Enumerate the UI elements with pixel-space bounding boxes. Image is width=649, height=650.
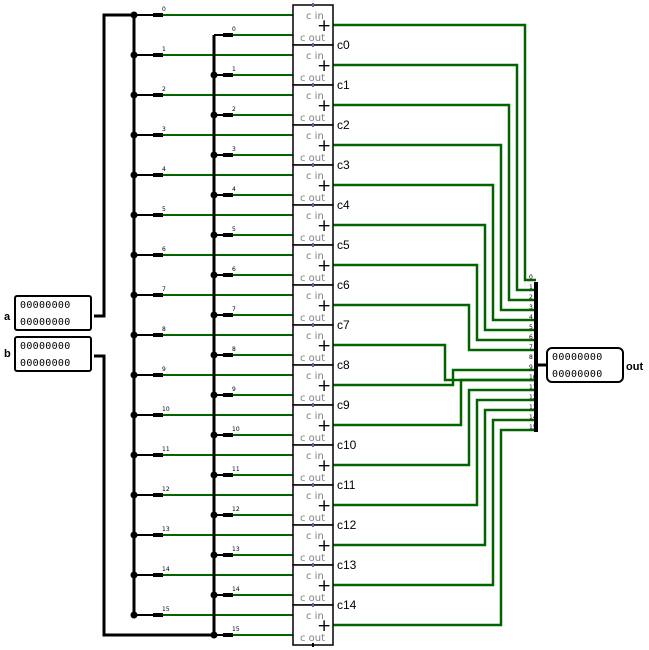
adder-cin-label: c in <box>306 571 324 582</box>
adder-plus-symbol: + <box>317 456 332 476</box>
bus-a-branch-end <box>153 173 163 177</box>
input-b-bits-low: 00000000 <box>20 358 71 369</box>
adder-cout-label: c out <box>300 113 326 124</box>
splitter-b-bit-label: 13 <box>232 546 240 553</box>
splitter-a-bit-label: 5 <box>162 206 166 213</box>
splitter-out-bit-label: 4 <box>529 314 533 321</box>
bus-a-branch-end <box>153 493 163 497</box>
splitter-a-bit-label: 10 <box>162 406 170 413</box>
splitter-b-bit-label: 12 <box>232 506 240 513</box>
bus-a-branch-end <box>153 573 163 577</box>
wire-sum-to-out <box>333 400 536 505</box>
adder-plus-symbol: + <box>317 96 332 116</box>
wire-sum-to-out <box>333 430 536 625</box>
bus-b-branch-end <box>223 193 233 197</box>
splitter-a-bit-label: 7 <box>162 286 166 293</box>
adder-cin-label: c in <box>306 371 324 382</box>
adder-plus-symbol: + <box>317 496 332 516</box>
bus-b-branch-end <box>223 553 233 557</box>
adder-cout-label: c out <box>300 393 326 404</box>
bus-b-branch-end <box>223 33 233 37</box>
carry-label: c0 <box>337 38 350 52</box>
bus-a-branch-end <box>153 333 163 337</box>
bus-b-branch-end <box>223 473 233 477</box>
bus-b-branch-end <box>223 273 233 277</box>
carry-label: c5 <box>337 238 350 252</box>
carry-label: c14 <box>337 598 357 612</box>
adders-layer <box>293 3 333 647</box>
adder-plus-symbol: + <box>317 416 332 436</box>
adder-plus-symbol: + <box>317 296 332 316</box>
adder-cin-label: c in <box>306 51 324 62</box>
adder-plus-symbol: + <box>317 336 332 356</box>
bus-b-branch-end <box>223 513 233 517</box>
adder-plus-symbol: + <box>317 256 332 276</box>
adder-cout-label: c out <box>300 273 326 284</box>
wire-sum-to-out <box>333 65 536 290</box>
bus-a-branch-end <box>153 13 163 17</box>
splitter-b-bit-label: 5 <box>232 226 236 233</box>
splitter-a-bit-label: 8 <box>162 326 166 333</box>
adder-cout-label: c out <box>300 153 326 164</box>
adder-cin-label: c in <box>306 11 324 22</box>
wire-sum-to-out <box>333 105 536 300</box>
adder-plus-symbol: + <box>317 16 332 36</box>
adder-cout-label: c out <box>300 633 326 644</box>
output-bits-low: 00000000 <box>552 369 603 380</box>
splitter-b-bit-label: 7 <box>232 306 236 313</box>
splitter-out-bit-label: 1 <box>529 284 533 291</box>
bus-b-branch-end <box>223 313 233 317</box>
adder-cout-label: c out <box>300 193 326 204</box>
adder-cout-label: c out <box>300 313 326 324</box>
bus-a-branch-end <box>153 613 163 617</box>
adder-plus-symbol: + <box>317 56 332 76</box>
bus-a-feed <box>94 15 134 316</box>
splitter-b-bit-label: 8 <box>232 346 236 353</box>
bus-a-branch-end <box>153 373 163 377</box>
adder-cout-label: c out <box>300 473 326 484</box>
splitter-out-bit-label: 6 <box>529 334 533 341</box>
bus-a-branch-end <box>153 413 163 417</box>
adder-cin-label: c in <box>306 611 324 622</box>
carry-label: c4 <box>337 198 350 212</box>
splitter-out-bit-label: 10 <box>529 374 537 381</box>
carry-label: c7 <box>337 318 350 332</box>
wire-sum-to-out <box>333 145 536 310</box>
adder-cin-label: c in <box>306 251 324 262</box>
adder-plus-symbol: + <box>317 176 332 196</box>
splitter-b-bit-label: 4 <box>232 186 236 193</box>
input-b-bits-high: 00000000 <box>20 341 71 352</box>
adder-cout-label: c out <box>300 353 326 364</box>
splitter-out-bit-label: 9 <box>529 364 533 371</box>
adder-plus-symbol: + <box>317 536 332 556</box>
splitter-a-bit-label: 1 <box>162 46 166 53</box>
adder-cin-label: c in <box>306 291 324 302</box>
adder-plus-symbol: + <box>317 616 332 636</box>
splitter-b-bit-label: 1 <box>232 66 236 73</box>
carry-label: c12 <box>337 518 357 532</box>
bus-b-branch-end <box>223 633 233 637</box>
splitter-out-bit-label: 8 <box>529 354 533 361</box>
adder-cout-label: c out <box>300 593 326 604</box>
bus-a-branch-end <box>153 53 163 57</box>
carry-label: c6 <box>337 278 350 292</box>
adder-cin-label: c in <box>306 411 324 422</box>
splitter-out-bit-label: 14 <box>529 414 537 421</box>
splitter-a-bit-label: 13 <box>162 526 170 533</box>
adder-plus-symbol: + <box>317 136 332 156</box>
bus-a-branch-end <box>153 213 163 217</box>
splitter-b-bit-label: 2 <box>232 106 236 113</box>
adder-cin-label: c in <box>306 91 324 102</box>
splitter-b-bit-label: 0 <box>232 26 236 33</box>
bus-b-branch-end <box>223 353 233 357</box>
splitter-out-bit-label: 5 <box>529 324 533 331</box>
input-a-bits-low: 00000000 <box>20 317 71 328</box>
adder-plus-symbol: + <box>317 216 332 236</box>
adder-cout-label: c out <box>300 513 326 524</box>
input-pin-a[interactable] <box>14 295 92 331</box>
bus-b-branch-end <box>223 233 233 237</box>
splitter-out-bit-label: 7 <box>529 344 533 351</box>
bus-b-branch-end <box>223 593 233 597</box>
bus-b-branch-end <box>223 393 233 397</box>
splitter-b-bit-label: 9 <box>232 386 236 393</box>
carry-label: c2 <box>337 118 350 132</box>
wire-sum-to-out <box>333 25 536 280</box>
adder-cin-label: c in <box>306 211 324 222</box>
carry-label: c8 <box>337 358 350 372</box>
input-a-bits-high: 00000000 <box>20 300 71 311</box>
adder-cin-label: c in <box>306 491 324 502</box>
wire-sum-to-out <box>333 225 536 330</box>
adder-cin-label: c in <box>306 531 324 542</box>
bus-a-branch-end <box>153 293 163 297</box>
splitter-a-bit-label: 9 <box>162 366 166 373</box>
wire-sum-to-out <box>333 185 536 320</box>
bus-b-branch-end <box>223 113 233 117</box>
bus-a-branch-end <box>153 133 163 137</box>
wire-sum-to-out <box>333 305 536 350</box>
splitter-b-bit-label: 6 <box>232 266 236 273</box>
splitter-b-bit-label: 3 <box>232 146 236 153</box>
bus-b-branch-end <box>223 153 233 157</box>
splitter-a-bit-label: 0 <box>162 6 166 13</box>
splitter-b-bit-label: 11 <box>232 466 240 473</box>
output-bits-high: 00000000 <box>552 352 603 363</box>
splitter-a-bit-label: 12 <box>162 486 170 493</box>
carry-label: c1 <box>337 78 350 92</box>
splitter-out-bit-label: 13 <box>529 404 537 411</box>
labels-layer <box>162 6 537 633</box>
wire-sum-to-out <box>333 380 536 425</box>
bus-b-branch-end <box>223 433 233 437</box>
adder-cout-label: c out <box>300 73 326 84</box>
output-pin-out[interactable] <box>546 347 624 383</box>
splitter-a-bit-label: 2 <box>162 86 166 93</box>
adder-cin-label: c in <box>306 331 324 342</box>
input-pin-b[interactable] <box>14 336 92 372</box>
wire-sum-to-out <box>333 370 536 385</box>
input-b-label: b <box>4 348 11 360</box>
carry-label: c3 <box>337 158 350 172</box>
adder-cout-label: c out <box>300 233 326 244</box>
adder-plus-symbol: + <box>317 576 332 596</box>
adder-cin-label: c in <box>306 171 324 182</box>
carry-label: c9 <box>337 398 350 412</box>
adder-cin-label: c in <box>306 131 324 142</box>
adder-cout-label: c out <box>300 553 326 564</box>
splitter-a-bit-label: 14 <box>162 566 170 573</box>
output-label: out <box>626 361 644 373</box>
splitter-b-bit-label: 15 <box>232 626 240 633</box>
bus-b-branch-end <box>223 73 233 77</box>
splitter-out-bit-label: 12 <box>529 394 537 401</box>
splitter-out-bit-label: 11 <box>529 384 537 391</box>
adder-cin-label: c in <box>306 451 324 462</box>
adder-plus-symbol: + <box>317 376 332 396</box>
bus-a-branch-end <box>153 533 163 537</box>
wire-sum-to-out <box>333 420 536 585</box>
splitter-b-bit-label: 10 <box>232 426 240 433</box>
splitter-out-bit-label: 0 <box>529 274 533 281</box>
input-a-label: a <box>4 311 11 323</box>
splitter-a-bit-label: 3 <box>162 126 166 133</box>
carry-label: c13 <box>337 558 357 572</box>
splitter-out-bit-label: 15 <box>529 424 537 431</box>
splitter-a-bit-label: 6 <box>162 246 166 253</box>
splitter-a-bit-label: 11 <box>162 446 170 453</box>
splitter-a-bit-label: 15 <box>162 606 170 613</box>
carry-label: c10 <box>337 438 357 452</box>
splitter-out-bit-label: 3 <box>529 304 533 311</box>
splitter-out-bit-label: 2 <box>529 294 533 301</box>
bus-a-branch-end <box>153 93 163 97</box>
splitter-b-bit-label: 14 <box>232 586 240 593</box>
carry-label: c11 <box>337 478 356 492</box>
splitter-a-bit-label: 4 <box>162 166 166 173</box>
adder-cout-label: c out <box>300 433 326 444</box>
bus-a-branch-end <box>153 453 163 457</box>
adder-cout-label: c out <box>300 33 326 44</box>
bus-a-branch-end <box>153 253 163 257</box>
